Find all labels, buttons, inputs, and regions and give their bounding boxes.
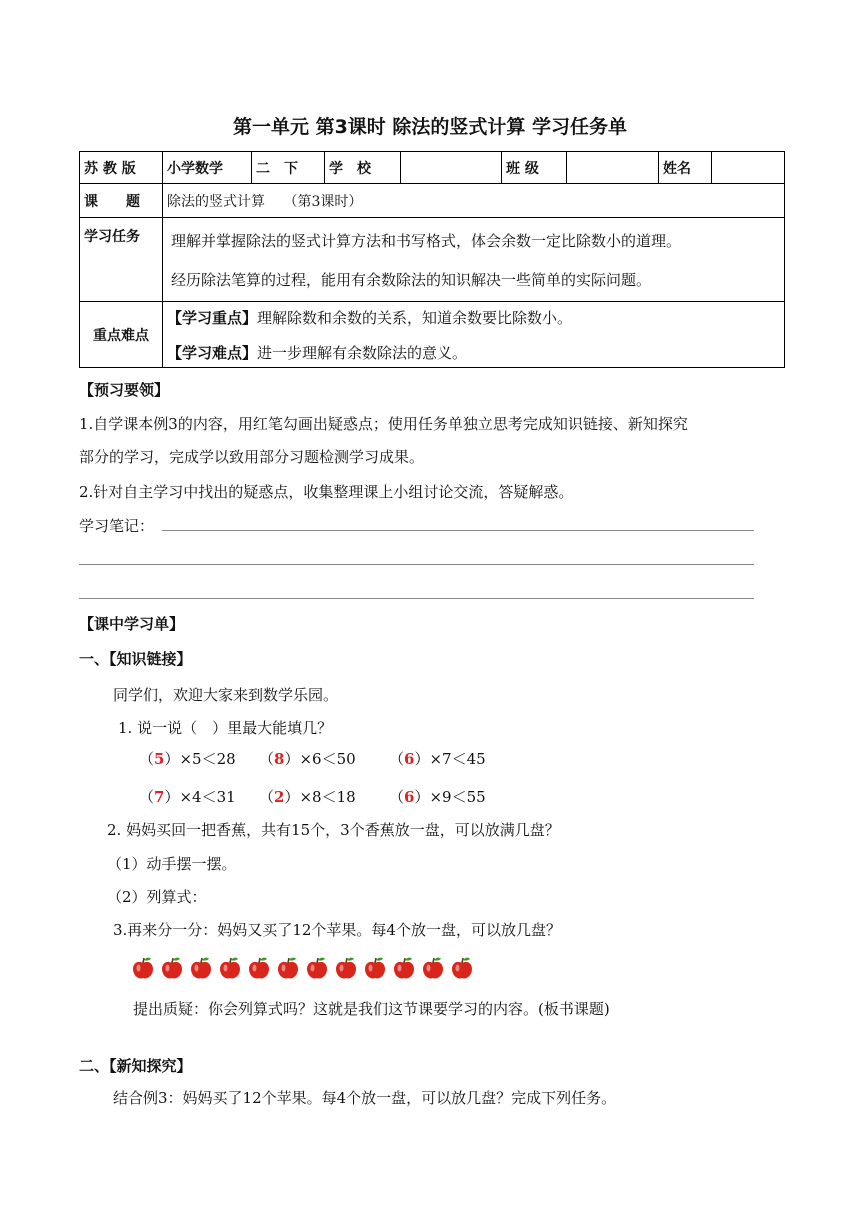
question-3: 3.再来分一分：妈妈又买了12个苹果。每4个放一盘，可以放几盘？: [113, 921, 561, 939]
task-line-2: 经历除法笔算的过程，能用有余数除法的知识解决一些简单的实际问题。: [171, 270, 652, 289]
section-2-heading: 二、【新知探究】: [79, 1057, 192, 1075]
key-point: [167, 307, 780, 328]
task-content: [163, 218, 785, 302]
question-1: 1. 说一说（ ）里最大能填几？: [118, 719, 333, 737]
apple-row: [130, 955, 475, 981]
inequality-2-3: （6）×9＜55: [389, 788, 486, 806]
topic-label: 课 题: [80, 184, 163, 218]
apple-icon: [304, 955, 330, 981]
apple-icon: [188, 955, 214, 981]
answer-2-1: 7: [154, 788, 165, 806]
name-field[interactable]: [712, 152, 785, 184]
section-2-text: 结合例3：妈妈买了12个苹果。每4个放一盘，可以放几盘？完成下列任务。: [113, 1089, 617, 1107]
class-label: 班 级: [502, 152, 567, 184]
notes-line-3[interactable]: [79, 598, 754, 599]
notes-line-2[interactable]: [79, 564, 754, 565]
apple-icon: [130, 955, 156, 981]
apple-icon: [391, 955, 417, 981]
inequality-2-2: （2）×8＜18: [259, 788, 356, 806]
preview-item-1-line-2: 部分的学习，完成学以致用部分习题检测学习成果。: [79, 448, 425, 466]
class-field[interactable]: [567, 152, 659, 184]
answer-1-1: 5: [154, 750, 165, 768]
question-2-sub-2: （2）列算式：: [107, 888, 207, 906]
apple-icon: [246, 955, 272, 981]
task-line-1: 理解并掌握除法的竖式计算方法和书写格式，体会余数一定比除数小的道理。: [171, 231, 682, 250]
inequality-1-3: （6）×7＜45: [389, 750, 486, 768]
preview-item-2: 2.针对自主学习中找出的疑惑点，收集整理课上小组讨论交流，答疑解惑。: [79, 483, 574, 501]
name-label: 姓名: [659, 152, 712, 184]
task-label: 学习任务: [80, 218, 163, 302]
notes-line-1[interactable]: [162, 530, 754, 531]
apple-icon: [449, 955, 475, 981]
inequality-1-2: （8）×6＜50: [259, 750, 356, 768]
key-point-tag: 【学习重点】: [167, 308, 258, 327]
focus-content: [163, 302, 785, 368]
question-2: 2. 妈妈买回一把香蕉，共有15个，3个香蕉放一盘，可以放满几盘？: [107, 821, 560, 839]
inequality-1-1: （5）×5＜28: [139, 750, 236, 768]
grade-value: 二 下: [252, 152, 325, 184]
apple-icon: [420, 955, 446, 981]
question-prompt: 提出质疑：你会列算式吗？这就是我们这节课要学习的内容。(板书课题): [133, 1000, 610, 1018]
lesson-heading: 【课中学习单】: [79, 615, 185, 633]
apple-icon: [217, 955, 243, 981]
school-label: 学 校: [325, 152, 401, 184]
answer-1-3: 6: [404, 750, 415, 768]
apple-icon: [333, 955, 359, 981]
key-point-text: 理解除数和余数的关系，知道余数要比除数小。: [257, 308, 573, 327]
subject-value: 小学数学: [163, 152, 252, 184]
focus-label: 重点难点: [80, 302, 163, 368]
difficulty: [167, 342, 780, 363]
difficulty-text: 进一步理解有余数除法的意义。: [257, 343, 468, 362]
apple-icon: [362, 955, 388, 981]
preview-item-1-line-1: 1.自学课本例3的内容，用红笔勾画出疑惑点；使用任务单独立思考完成知识链接、新知探究: [79, 415, 688, 433]
answer-2-3: 6: [404, 788, 415, 806]
answer-2-2: 2: [274, 788, 285, 806]
preview-heading: 【预习要领】: [79, 381, 170, 399]
question-2-sub-1: （1）动手摆一摆。: [107, 855, 237, 873]
edition-label: 苏 教 版: [80, 152, 163, 184]
school-field[interactable]: [401, 152, 502, 184]
notes-label: 学习笔记：: [79, 517, 155, 535]
info-table: [79, 151, 785, 368]
topic-value: 除法的竖式计算 （第3课时）: [163, 184, 785, 218]
apple-icon: [159, 955, 185, 981]
answer-1-2: 8: [274, 750, 285, 768]
inequality-2-1: （7）×4＜31: [139, 788, 236, 806]
intro-text: 同学们，欢迎大家来到数学乐园。: [113, 686, 339, 704]
section-1-heading: 一、【知识链接】: [79, 650, 192, 668]
difficulty-tag: 【学习难点】: [167, 343, 258, 362]
apple-icon: [275, 955, 301, 981]
page-title: 第一单元 第3课时 除法的竖式计算 学习任务单: [232, 116, 628, 138]
